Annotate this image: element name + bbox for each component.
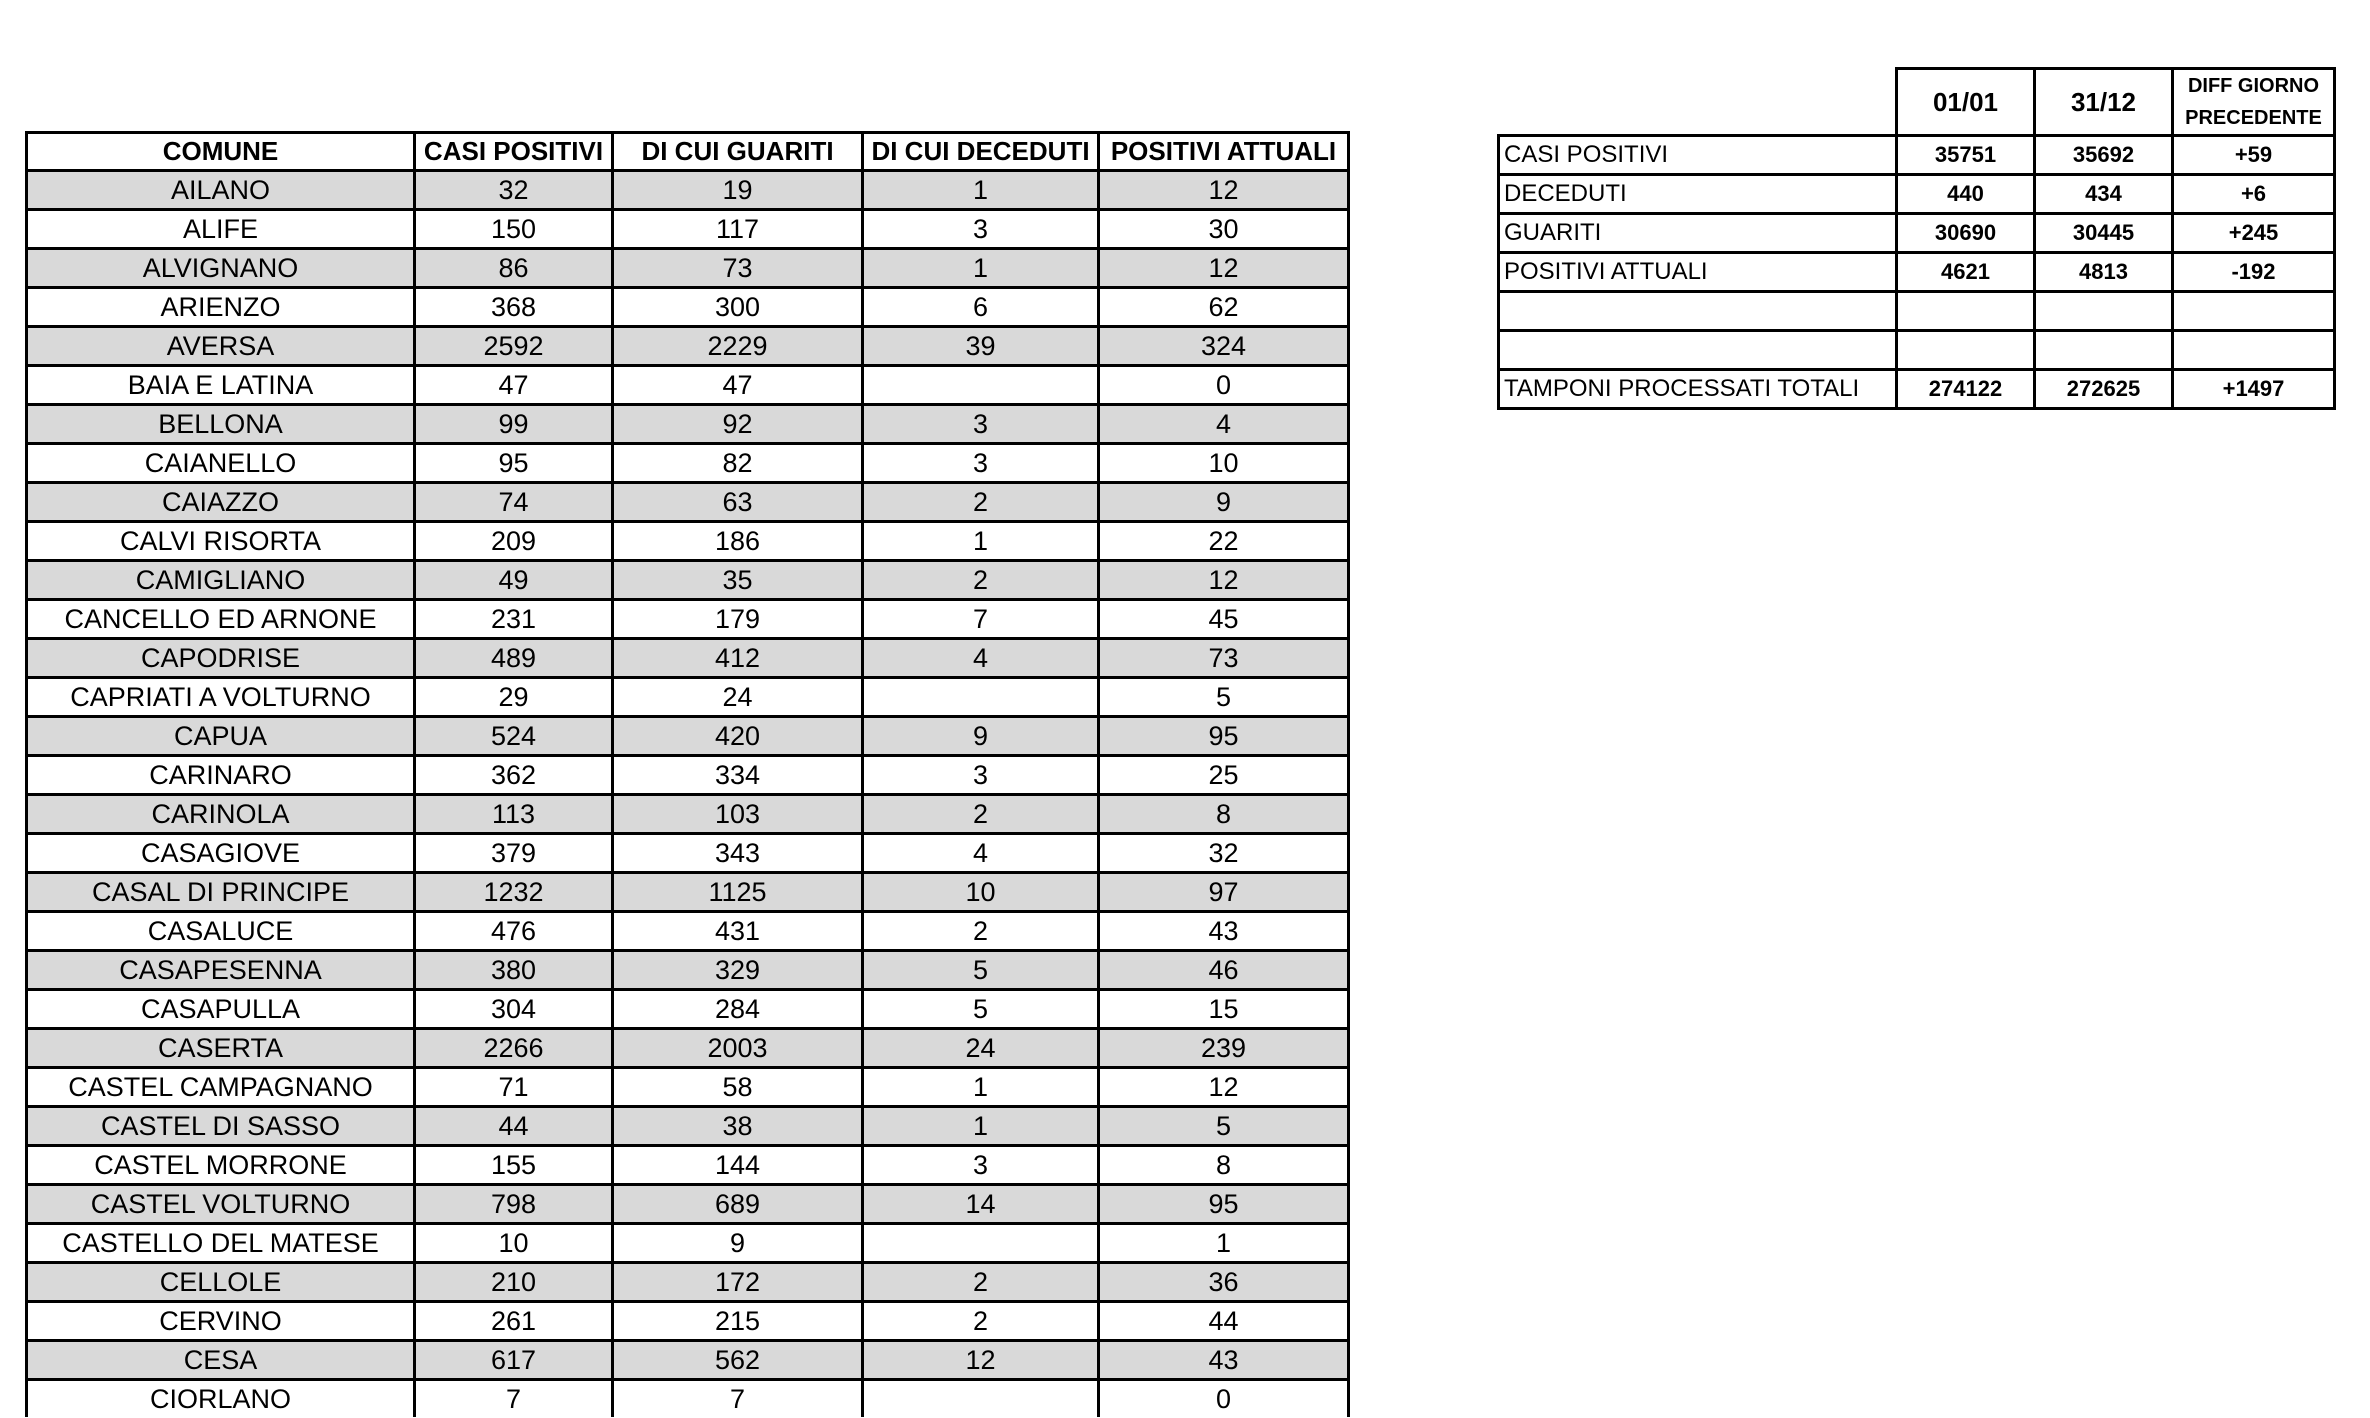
cell-deceduti: [863, 1224, 1099, 1263]
summary-row: [1499, 253, 2335, 292]
table-row: [27, 756, 1349, 795]
cell-guariti: 431: [613, 912, 863, 951]
table-row: [27, 522, 1349, 561]
table-row: [27, 1146, 1349, 1185]
cell-positivi-attuali: 46: [1099, 951, 1349, 990]
cell-deceduti: [863, 1380, 1099, 1418]
cell-comune: CIORLANO: [27, 1380, 415, 1418]
summary-value-date-1: 274122: [1897, 370, 2035, 409]
summary-value-date-1: 4621: [1897, 253, 2035, 292]
cell-comune: CANCELLO ED ARNONE: [27, 600, 415, 639]
cell-comune: CARINARO: [27, 756, 415, 795]
summary-value-date-2: 434: [2035, 175, 2173, 214]
cell-positivi-attuali: 43: [1099, 1341, 1349, 1380]
cell-guariti: 179: [613, 600, 863, 639]
cell-casi-positivi: 113: [415, 795, 613, 834]
cell-deceduti: 5: [863, 951, 1099, 990]
cell-deceduti: [863, 366, 1099, 405]
cell-comune: CASTEL VOLTURNO: [27, 1185, 415, 1224]
cell-guariti: 329: [613, 951, 863, 990]
cell-deceduti: 3: [863, 405, 1099, 444]
cell-deceduti: 2: [863, 1263, 1099, 1302]
summary-label: [1499, 292, 1897, 331]
summary-value-diff: +59: [2173, 136, 2335, 175]
cell-casi-positivi: 231: [415, 600, 613, 639]
table-row: [27, 834, 1349, 873]
cell-guariti: 38: [613, 1107, 863, 1146]
cell-deceduti: 2: [863, 483, 1099, 522]
cell-guariti: 47: [613, 366, 863, 405]
cell-guariti: 343: [613, 834, 863, 873]
summary-table-body: [1499, 69, 2335, 409]
cell-casi-positivi: 47: [415, 366, 613, 405]
cell-comune: ALVIGNANO: [27, 249, 415, 288]
cell-comune: CESA: [27, 1341, 415, 1380]
cell-positivi-attuali: 324: [1099, 327, 1349, 366]
cell-guariti: 103: [613, 795, 863, 834]
table-row: [27, 1224, 1349, 1263]
summary-value-diff: +1497: [2173, 370, 2335, 409]
summary-label: CASI POSITIVI: [1499, 136, 1897, 175]
cell-deceduti: [863, 678, 1099, 717]
summary-header-date-1: 01/01: [1897, 69, 2035, 136]
cell-guariti: 300: [613, 288, 863, 327]
cell-comune: CAPODRISE: [27, 639, 415, 678]
cell-guariti: 412: [613, 639, 863, 678]
cell-deceduti: 3: [863, 1146, 1099, 1185]
summary-row: [1499, 331, 2335, 370]
cell-deceduti: 1: [863, 1068, 1099, 1107]
cell-comune: CASTEL CAMPAGNANO: [27, 1068, 415, 1107]
cell-positivi-attuali: 1: [1099, 1224, 1349, 1263]
summary-value-diff: -192: [2173, 253, 2335, 292]
cell-positivi-attuali: 22: [1099, 522, 1349, 561]
cell-positivi-attuali: 43: [1099, 912, 1349, 951]
summary-label: GUARITI: [1499, 214, 1897, 253]
cell-comune: CASAPESENNA: [27, 951, 415, 990]
table-row: [27, 249, 1349, 288]
table-row: [27, 561, 1349, 600]
cell-guariti: 215: [613, 1302, 863, 1341]
summary-value-date-2: 30445: [2035, 214, 2173, 253]
cell-positivi-attuali: 9: [1099, 483, 1349, 522]
cell-deceduti: 10: [863, 873, 1099, 912]
table-row: [27, 951, 1349, 990]
cell-positivi-attuali: 12: [1099, 171, 1349, 210]
cell-casi-positivi: 2266: [415, 1029, 613, 1068]
cell-positivi-attuali: 32: [1099, 834, 1349, 873]
summary-row: [1499, 175, 2335, 214]
summary-value-date-1: 440: [1897, 175, 2035, 214]
table-row: [27, 288, 1349, 327]
cell-deceduti: 12: [863, 1341, 1099, 1380]
cell-deceduti: 1: [863, 1107, 1099, 1146]
summary-value-date-2: 272625: [2035, 370, 2173, 409]
cell-positivi-attuali: 5: [1099, 1107, 1349, 1146]
table-row: [27, 600, 1349, 639]
cell-casi-positivi: 1232: [415, 873, 613, 912]
cell-positivi-attuali: 62: [1099, 288, 1349, 327]
cell-casi-positivi: 209: [415, 522, 613, 561]
cell-casi-positivi: 10: [415, 1224, 613, 1263]
cell-positivi-attuali: 45: [1099, 600, 1349, 639]
table-row: [27, 1185, 1349, 1224]
summary-value-diff: [2173, 331, 2335, 370]
cell-guariti: 63: [613, 483, 863, 522]
cell-casi-positivi: 2592: [415, 327, 613, 366]
cell-comune: AVERSA: [27, 327, 415, 366]
table-row: [27, 873, 1349, 912]
cell-positivi-attuali: 8: [1099, 795, 1349, 834]
cell-guariti: 58: [613, 1068, 863, 1107]
summary-label: TAMPONI PROCESSATI TOTALI: [1499, 370, 1897, 409]
table-row: [27, 639, 1349, 678]
table-row: [27, 171, 1349, 210]
cell-comune: CASTELLO DEL MATESE: [27, 1224, 415, 1263]
cell-deceduti: 1: [863, 249, 1099, 288]
summary-row: [1499, 370, 2335, 409]
cell-comune: CAIAZZO: [27, 483, 415, 522]
header-guariti: DI CUI GUARITI: [613, 133, 863, 171]
comuni-header-row: [27, 133, 1349, 171]
cell-positivi-attuali: 15: [1099, 990, 1349, 1029]
cell-positivi-attuali: 95: [1099, 717, 1349, 756]
cell-guariti: 562: [613, 1341, 863, 1380]
cell-guariti: 334: [613, 756, 863, 795]
header-deceduti: DI CUI DECEDUTI: [863, 133, 1099, 171]
summary-header-date-2: 31/12: [2035, 69, 2173, 136]
summary-header-row: [1499, 69, 2335, 136]
cell-deceduti: 3: [863, 756, 1099, 795]
cell-comune: CELLOLE: [27, 1263, 415, 1302]
summary-row: [1499, 136, 2335, 175]
summary-value-date-1: [1897, 331, 2035, 370]
cell-casi-positivi: 150: [415, 210, 613, 249]
cell-casi-positivi: 99: [415, 405, 613, 444]
cell-comune: ARIENZO: [27, 288, 415, 327]
summary-label: [1499, 331, 1897, 370]
cell-positivi-attuali: 12: [1099, 249, 1349, 288]
table-row: [27, 1107, 1349, 1146]
cell-comune: CASAL DI PRINCIPE: [27, 873, 415, 912]
cell-positivi-attuali: 10: [1099, 444, 1349, 483]
cell-deceduti: 14: [863, 1185, 1099, 1224]
cell-casi-positivi: 524: [415, 717, 613, 756]
table-row: [27, 912, 1349, 951]
summary-value-diff: [2173, 292, 2335, 331]
cell-deceduti: 2: [863, 912, 1099, 951]
cell-casi-positivi: 798: [415, 1185, 613, 1224]
table-row: [27, 717, 1349, 756]
cell-deceduti: 4: [863, 834, 1099, 873]
table-row: [27, 1263, 1349, 1302]
table-row: [27, 366, 1349, 405]
cell-guariti: 7: [613, 1380, 863, 1418]
table-row: [27, 678, 1349, 717]
cell-deceduti: 3: [863, 444, 1099, 483]
summary-value-date-2: 4813: [2035, 253, 2173, 292]
table-row: [27, 1341, 1349, 1380]
cell-casi-positivi: 95: [415, 444, 613, 483]
table-row: [27, 1068, 1349, 1107]
cell-guariti: 117: [613, 210, 863, 249]
cell-comune: CAIANELLO: [27, 444, 415, 483]
cell-casi-positivi: 261: [415, 1302, 613, 1341]
cell-comune: CASTEL DI SASSO: [27, 1107, 415, 1146]
cell-casi-positivi: 362: [415, 756, 613, 795]
cell-positivi-attuali: 95: [1099, 1185, 1349, 1224]
cell-positivi-attuali: 239: [1099, 1029, 1349, 1068]
cell-deceduti: 39: [863, 327, 1099, 366]
summary-header-blank: [1499, 69, 1897, 136]
cell-deceduti: 5: [863, 990, 1099, 1029]
cell-comune: CASERTA: [27, 1029, 415, 1068]
cell-comune: CASAPULLA: [27, 990, 415, 1029]
cell-guariti: 2003: [613, 1029, 863, 1068]
cell-casi-positivi: 44: [415, 1107, 613, 1146]
table-row: [27, 1029, 1349, 1068]
table-row: [27, 210, 1349, 249]
header-casi-positivi: CASI POSITIVI: [415, 133, 613, 171]
cell-comune: CAMIGLIANO: [27, 561, 415, 600]
cell-guariti: 420: [613, 717, 863, 756]
cell-guariti: 689: [613, 1185, 863, 1224]
cell-casi-positivi: 74: [415, 483, 613, 522]
cell-casi-positivi: 71: [415, 1068, 613, 1107]
cell-deceduti: 2: [863, 795, 1099, 834]
cell-positivi-attuali: 4: [1099, 405, 1349, 444]
cell-comune: CAPRIATI A VOLTURNO: [27, 678, 415, 717]
cell-casi-positivi: 304: [415, 990, 613, 1029]
cell-guariti: 144: [613, 1146, 863, 1185]
cell-positivi-attuali: 12: [1099, 1068, 1349, 1107]
cell-casi-positivi: 368: [415, 288, 613, 327]
cell-guariti: 186: [613, 522, 863, 561]
table-row: [27, 990, 1349, 1029]
summary-value-diff: +6: [2173, 175, 2335, 214]
table-row: [27, 405, 1349, 444]
cell-positivi-attuali: 97: [1099, 873, 1349, 912]
cell-comune: CASAGIOVE: [27, 834, 415, 873]
cell-casi-positivi: 49: [415, 561, 613, 600]
cell-casi-positivi: 489: [415, 639, 613, 678]
cell-comune: BAIA E LATINA: [27, 366, 415, 405]
cell-guariti: 35: [613, 561, 863, 600]
cell-guariti: 92: [613, 405, 863, 444]
cell-comune: BELLONA: [27, 405, 415, 444]
table-row: [27, 444, 1349, 483]
table-row: [27, 1380, 1349, 1418]
cell-guariti: 19: [613, 171, 863, 210]
summary-value-date-2: 35692: [2035, 136, 2173, 175]
cell-casi-positivi: 617: [415, 1341, 613, 1380]
summary-header-diff: DIFF GIORNO PRECEDENTE: [2173, 69, 2335, 136]
comuni-table: [25, 131, 1350, 1417]
cell-positivi-attuali: 0: [1099, 1380, 1349, 1418]
cell-positivi-attuali: 73: [1099, 639, 1349, 678]
cell-casi-positivi: 210: [415, 1263, 613, 1302]
cell-guariti: 172: [613, 1263, 863, 1302]
cell-guariti: 9: [613, 1224, 863, 1263]
comuni-table-body: [27, 171, 1349, 1418]
cell-casi-positivi: 29: [415, 678, 613, 717]
table-row: [27, 483, 1349, 522]
cell-casi-positivi: 32: [415, 171, 613, 210]
cell-deceduti: 9: [863, 717, 1099, 756]
cell-comune: CARINOLA: [27, 795, 415, 834]
cell-casi-positivi: 7: [415, 1380, 613, 1418]
cell-casi-positivi: 155: [415, 1146, 613, 1185]
cell-casi-positivi: 476: [415, 912, 613, 951]
cell-positivi-attuali: 12: [1099, 561, 1349, 600]
cell-casi-positivi: 86: [415, 249, 613, 288]
cell-casi-positivi: 380: [415, 951, 613, 990]
summary-table: [1497, 67, 2336, 410]
cell-comune: CERVINO: [27, 1302, 415, 1341]
summary-row: [1499, 292, 2335, 331]
header-positivi-attuali: POSITIVI ATTUALI: [1099, 133, 1349, 171]
summary-value-diff: +245: [2173, 214, 2335, 253]
cell-positivi-attuali: 25: [1099, 756, 1349, 795]
cell-deceduti: 1: [863, 171, 1099, 210]
cell-comune: CASALUCE: [27, 912, 415, 951]
cell-positivi-attuali: 0: [1099, 366, 1349, 405]
header-comune: COMUNE: [27, 133, 415, 171]
summary-value-date-2: [2035, 331, 2173, 370]
cell-positivi-attuali: 30: [1099, 210, 1349, 249]
cell-guariti: 2229: [613, 327, 863, 366]
cell-deceduti: 1: [863, 522, 1099, 561]
table-row: [27, 795, 1349, 834]
summary-value-date-2: [2035, 292, 2173, 331]
cell-deceduti: 6: [863, 288, 1099, 327]
cell-deceduti: 2: [863, 1302, 1099, 1341]
cell-deceduti: 24: [863, 1029, 1099, 1068]
cell-positivi-attuali: 8: [1099, 1146, 1349, 1185]
summary-label: POSITIVI ATTUALI: [1499, 253, 1897, 292]
cell-casi-positivi: 379: [415, 834, 613, 873]
cell-positivi-attuali: 5: [1099, 678, 1349, 717]
cell-guariti: 73: [613, 249, 863, 288]
table-row: [27, 1302, 1349, 1341]
cell-positivi-attuali: 44: [1099, 1302, 1349, 1341]
cell-guariti: 82: [613, 444, 863, 483]
cell-guariti: 24: [613, 678, 863, 717]
cell-comune: AILANO: [27, 171, 415, 210]
summary-label: DECEDUTI: [1499, 175, 1897, 214]
cell-comune: CASTEL MORRONE: [27, 1146, 415, 1185]
table-row: [27, 327, 1349, 366]
cell-deceduti: 3: [863, 210, 1099, 249]
cell-guariti: 284: [613, 990, 863, 1029]
cell-deceduti: 4: [863, 639, 1099, 678]
cell-comune: ALIFE: [27, 210, 415, 249]
cell-deceduti: 2: [863, 561, 1099, 600]
summary-value-date-1: [1897, 292, 2035, 331]
summary-value-date-1: 30690: [1897, 214, 2035, 253]
cell-comune: CAPUA: [27, 717, 415, 756]
cell-comune: CALVI RISORTA: [27, 522, 415, 561]
summary-value-date-1: 35751: [1897, 136, 2035, 175]
cell-guariti: 1125: [613, 873, 863, 912]
cell-deceduti: 7: [863, 600, 1099, 639]
summary-row: [1499, 214, 2335, 253]
cell-positivi-attuali: 36: [1099, 1263, 1349, 1302]
